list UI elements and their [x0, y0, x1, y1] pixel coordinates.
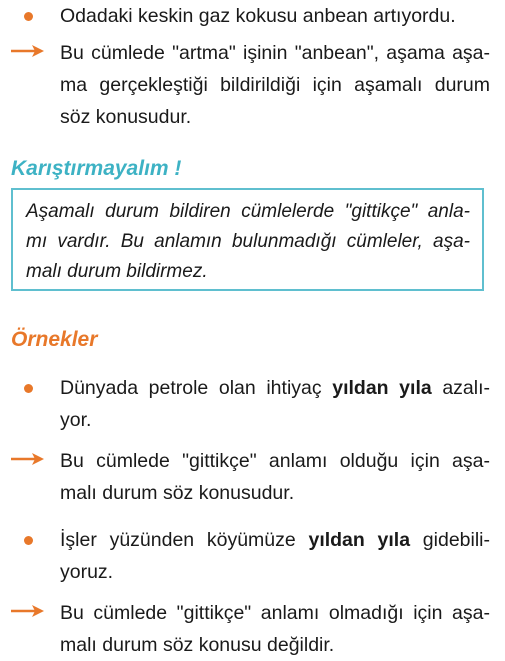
note-line: malı durum söz konusudur.	[60, 482, 295, 504]
examples-heading: Örnekler	[11, 328, 98, 351]
arrow-right-icon	[0, 37, 52, 69]
note-line: Bu cümlede "artma" işinin "anbean", aşama aşa-	[60, 42, 490, 64]
item-text: Odadaki keskin gaz kokusu anbean artıyordu.	[60, 5, 456, 27]
example-line: yor.	[60, 409, 92, 431]
arrow-right-icon	[0, 597, 52, 629]
bullet-dot-icon	[0, 372, 52, 404]
warning-line: malı durum bildirmez.	[26, 261, 208, 282]
note-line: ma gerçekleştiği bildirildiği için aşamalı durum	[60, 74, 490, 96]
warning-line: Aşamalı durum bildiren cümlelerde "gittikçe" anla-	[26, 201, 470, 222]
note-line: malı durum söz konusu değildir.	[60, 634, 335, 656]
emphasis-phrase: yıldan yıla	[308, 529, 411, 551]
note-line: Bu cümlede "gittikçe" anlamı olmadığı için aşa-	[60, 602, 490, 624]
note-line: Bu cümlede "gittikçe" anlamı olduğu için aşa-	[60, 450, 490, 472]
arrow-right-icon	[0, 445, 52, 477]
warning-line: mı vardır. Bu anlamın bulunmadığı cümleler, aşa-	[26, 231, 470, 252]
example-line: İşler yüzünden köyümüze yıldan yıla gidebili-	[60, 529, 491, 551]
emphasis-phrase: yıldan yıla	[332, 377, 432, 399]
bullet-dot-icon	[0, 524, 52, 556]
example-line: yoruz.	[60, 561, 114, 583]
bullet-dot-icon	[0, 0, 52, 32]
warning-box	[11, 188, 484, 291]
warning-heading: Karıştırmayalım !	[11, 157, 182, 180]
example-line: Dünyada petrole olan ihtiyaç yıldan yıla azalı-	[60, 377, 491, 399]
note-line: söz konusudur.	[60, 106, 192, 128]
